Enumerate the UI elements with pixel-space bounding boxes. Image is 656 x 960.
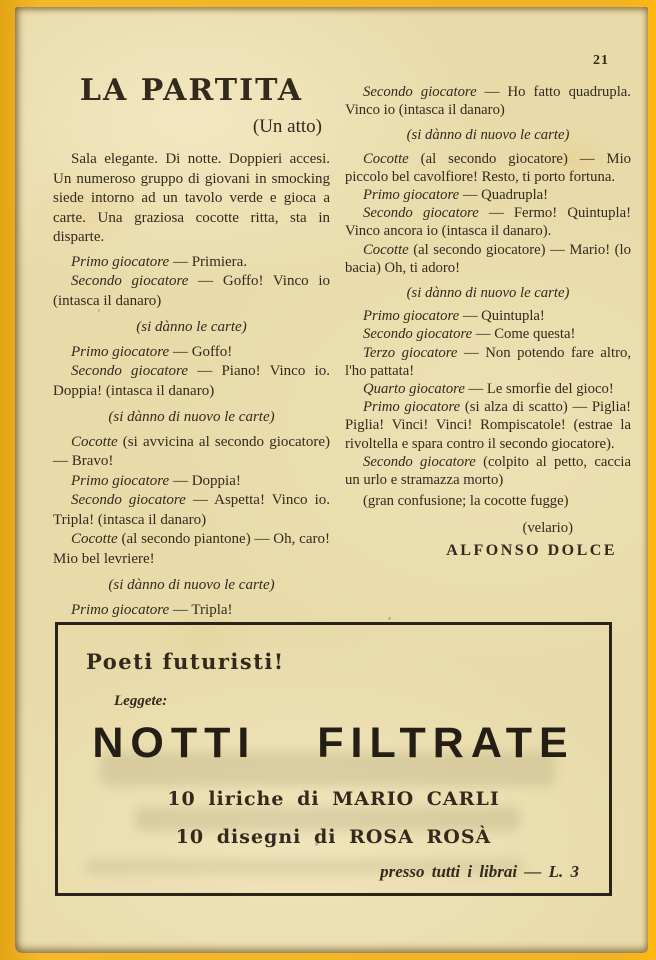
dialogue-line: Secondo giocatore — Piano! Vinco io. Doppia! (intasca il danaro) [53,363,330,399]
dialogue-line: Primo giocatore — Quintupla! [363,308,545,325]
speaker-name: Terzo giocatore [363,344,458,361]
card-dealing-direction: (si dànno di nuovo le carte) [406,285,570,302]
card-dealing-direction: (si dànno di nuovo le carte) [406,127,570,144]
speaker-name: Secondo giocatore [363,453,476,470]
page-number: 21 [593,53,609,68]
dialogue-line: Secondo giocatore — Goffo! Vinco io (intasca il danaro) [53,273,331,309]
speaker-name: Cocotte [71,531,118,547]
dialogue-line: Terzo giocatore — Non potendo fare altro, l'ho pattata! [345,344,631,379]
ad-lead-in: Leggete: [114,693,168,709]
dialogue-line: Primo giocatore — Doppia! [71,472,241,489]
speaker-name: Secondo giocatore [71,492,186,508]
card-dealing-direction: (si dànno di nuovo le carte) [108,577,275,593]
dialogue-line: Secondo giocatore — Fermo! Quintupla! Vinco ancora io (intasca il danaro). [345,205,631,240]
advertisement-box [55,622,612,896]
left-column [53,57,330,620]
speaker-name: Quarto giocatore [363,381,465,398]
play-subtitle: (Un atto) [252,115,322,137]
dialogue-line: Secondo giocatore — Ho fatto quadrupla. Vinco io (intasca il danaro) [345,84,631,119]
speaker-name: Primo giocatore [71,472,170,489]
speaker-name: Secondo giocatore [71,273,189,289]
page-paper [15,7,648,953]
speaker-name: Primo giocatore [363,399,461,416]
speaker-name: Cocotte [363,241,409,258]
dialogue-line: Quarto giocatore — Le smorfie del gioco! [363,381,614,398]
dialogue-line: Primo giocatore — Tripla! [71,601,233,618]
dialogue-line: Primo giocatore (si alza di scatto) — Piglia! Piglia! Vinci! Vinci! Rompiscatole! (estrae la rivoltella e spara contro il secondo giocatore). [345,399,631,452]
speaker-name: Primo giocatore [363,308,460,325]
dialogue-line: Secondo giocatore — Come questa! [363,326,576,343]
ad-book-title: NOTTI FILTRATE [92,719,575,767]
speaker-name: Secondo giocatore [71,363,188,379]
right-column-text [345,83,631,560]
ad-headline: Poeti futuristi! [86,649,285,674]
speaker-name: Primo giocatore [71,601,170,618]
curtain-note: (velario) [522,520,573,537]
stage-direction: Sala elegante. Di notte. Doppieri accesi. Un numeroso gruppo di giovani in smocking siede intorno ad un tavolo verde e gioca a carte. Una graziosa cocotte ritta, sta in disparte. [53,151,330,245]
card-dealing-direction: (si dànno di nuovo le carte) [108,409,275,425]
dialogue-line: Secondo giocatore — Aspetta! Vinco io. Tripla! (intasca il danaro) [53,492,330,528]
paper-speck [388,617,391,620]
speaker-name: Cocotte [71,433,118,450]
speaker-name: Primo giocatore [71,253,170,270]
speaker-name: Cocotte [363,150,409,167]
speaker-name: Secondo giocatore [363,326,473,343]
stage-direction: (gran confusione; la cocotte fugge) [363,493,569,510]
author-name: ALFONSO DOLCE [446,541,617,559]
speaker-name: Primo giocatore [71,343,170,360]
dialogue-line: Primo giocatore — Primiera. [71,253,248,270]
speaker-name: Secondo giocatore [363,205,479,222]
ad-lyrics-credit: 10 liriche di MARIO CARLI [167,788,500,810]
dialogue-line: Secondo giocatore (colpito al petto, caccia un urlo e stramazza morto) [345,453,631,489]
paper-speck [98,309,100,312]
play-title: LA PARTITA [79,73,304,108]
dialogue-line: Cocotte (al secondo giocatore) — Mio piccolo bel cavolfiore! Resto, ti porto fortuna. [345,150,631,185]
dialogue-line: Cocotte (si avvicina al secondo giocatore) — Bravo! [53,433,330,469]
ad-drawings-credit: 10 disegni di ROSA ROSÀ [175,826,492,848]
ad-price-footer: presso tutti i librai — L. 3 [380,862,579,881]
dialogue-line: Primo giocatore — Quadrupla! [363,187,549,204]
dialogue-line: Primo giocatore — Goffo! [71,343,233,360]
dialogue-line: Cocotte (al secondo piantone) — Oh, caro! Mio bel levriere! [53,531,330,567]
dialogue-line: Cocotte (al secondo giocatore) — Mario! (lo bacia) Oh, ti adoro! [345,241,631,276]
speaker-name: Primo giocatore [363,187,460,204]
card-dealing-direction: (si dànno le carte) [136,319,247,335]
speaker-name: Secondo giocatore [363,84,477,100]
right-column [345,83,631,560]
left-column-text [53,150,330,620]
